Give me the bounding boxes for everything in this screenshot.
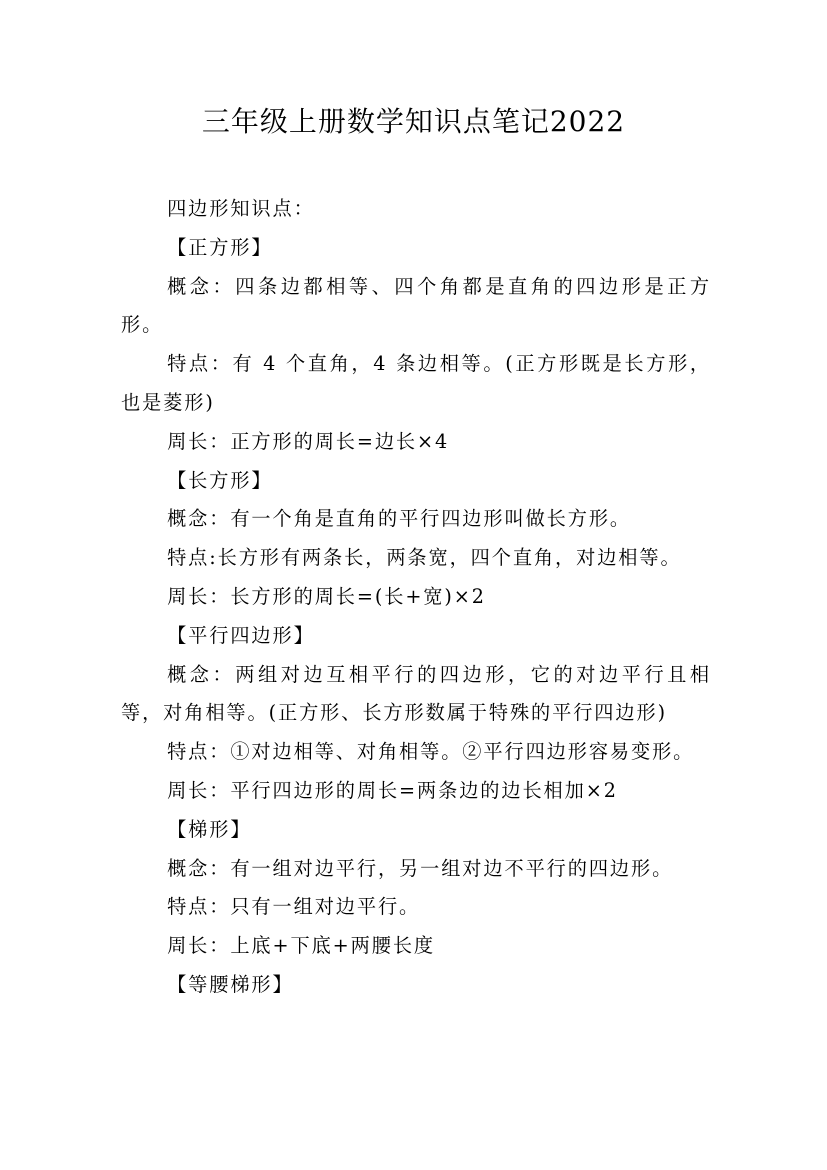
paragraph-trapezoid-perimeter: 周长：上底+下底+两腰长度 xyxy=(167,934,435,958)
paragraph-section-heading: 四边形知识点： xyxy=(167,197,315,220)
paragraph-square-features: 特点：有 4 个直角，4 条边相等。(正方形既是长方形，也是菱形) xyxy=(121,352,711,414)
paragraph-square-perimeter: 周长：正方形的周长=边长×4 xyxy=(167,429,450,453)
paragraph-rectangle-heading: 【长方形】 xyxy=(167,468,273,492)
paragraph-square-concept: 概念：四条边都相等、四个角都是直角的四边形是正方形。 xyxy=(121,274,711,337)
paragraph-rectangle-perimeter: 周长：长方形的周长=(长+宽)×2 xyxy=(167,584,486,608)
paragraph-parallelogram-concept: 概念：两组对边互相平行的四边形，它的对边平行且相等，对角相等。(正方形、长方形数属于特殊的平行四边形) xyxy=(121,662,711,725)
paragraph-isosceles-trapezoid-heading: 【等腰梯形】 xyxy=(167,972,294,996)
paragraph-trapezoid-concept: 概念：有一组对边平行，另一组对边不平行的四边形。 xyxy=(167,856,674,880)
paragraph-parallelogram-heading: 【平行四边形】 xyxy=(167,623,315,647)
paragraph-square-heading: 【正方形】 xyxy=(167,235,273,259)
paragraph-rectangle-concept: 概念：有一个角是直角的平行四边形叫做长方形。 xyxy=(167,507,632,531)
document-title: 三年级上册数学知识点笔记2022 xyxy=(201,105,626,138)
document-body xyxy=(121,190,711,1005)
paragraph-trapezoid-features: 特点：只有一组对边平行。 xyxy=(167,895,421,919)
paragraph-parallelogram-perimeter: 周长：平行四边形的周长=两条边的边长相加×2 xyxy=(167,778,618,802)
paragraph-rectangle-features: 特点:长方形有两条长，两条宽，四个直角，对边相等。 xyxy=(167,546,682,570)
paragraph-parallelogram-features: 特点：①对边相等、对角相等。②平行四边形容易变形。 xyxy=(167,740,695,764)
paragraph-trapezoid-heading: 【梯形】 xyxy=(167,817,252,841)
